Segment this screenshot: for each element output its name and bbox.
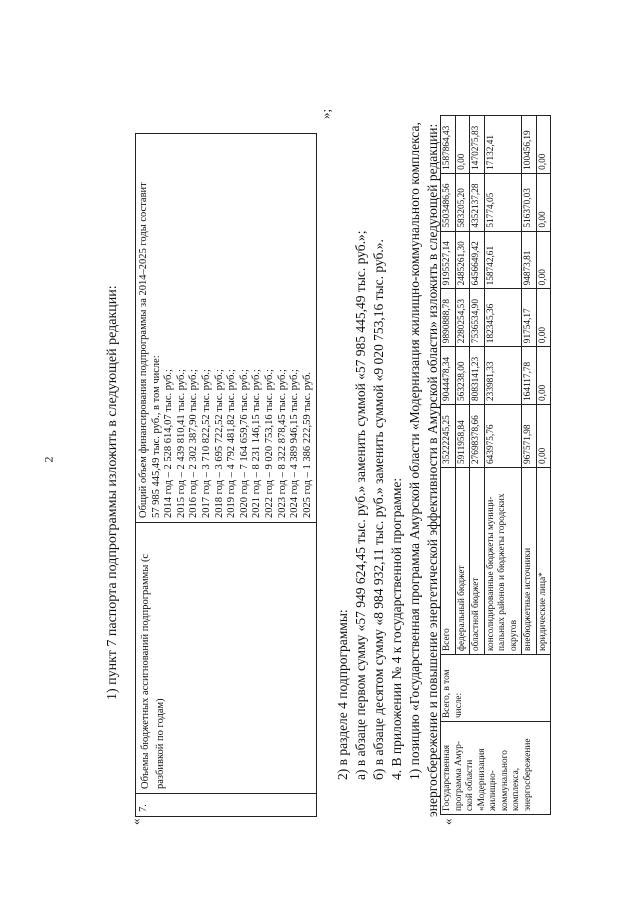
para-section-4: 2) в разделе 4 подпрограммы: [335, 609, 350, 780]
para-4-1: 1) позицию «Государственная программа Амурской области «Модернизация жилищно-коммунального комплекса, [407, 122, 422, 780]
source-cell [536, 468, 551, 655]
source-cell [455, 468, 470, 655]
value-cell: 51774,05 [484, 173, 522, 231]
passport-line: 57 985 445,49 тыс. руб., в том числе: [150, 355, 162, 518]
passport-line: 2022 год – 9 020 753,16 тыс. руб.; [263, 369, 275, 518]
value-cell: 0,00 [536, 289, 551, 347]
source-line: консолидированные бюджеты муници- [485, 496, 496, 651]
source-cell [484, 468, 522, 655]
value-cell: 516370,03 [522, 173, 537, 231]
value-cell: 164117,78 [522, 347, 537, 405]
passport-line: 2018 год – 3 695 722,52 тыс. руб.; [213, 369, 225, 518]
page-number: 2 [41, 456, 56, 463]
value-cell: 9890888,78 [441, 289, 456, 347]
program-name-line: программа Амур- [453, 740, 464, 811]
source-cell [441, 468, 456, 655]
value-cell: 100456,19 [522, 116, 537, 174]
program-name-line: комплекса, [511, 767, 521, 811]
value-cell: 7536534,90 [470, 289, 485, 347]
open-quote: « [128, 818, 143, 825]
value-cell: 583205,20 [455, 173, 470, 231]
program-name-cell [441, 722, 551, 815]
value-cell: 91754,17 [522, 289, 537, 347]
passport-line: 2016 год – 2 302 387,90 тыс. руб.; [188, 369, 200, 518]
program-name-line: энергосбережение [522, 738, 533, 811]
source-line: пальных районов и бюджеты городских [497, 493, 507, 651]
passport-line: 2015 год – 2 439 810,41 тыс. руб.; [175, 369, 187, 518]
para-4-1-cont: энергосбережение и повышение энергетической эффективности в Амурской области» изложить в следующей редакции: [425, 123, 440, 817]
source-cell [470, 468, 485, 655]
finance-table [440, 115, 551, 815]
value-cell: 233981,33 [484, 347, 522, 405]
value-cell: 4352137,28 [470, 173, 485, 231]
value-cell: 27698378,66 [470, 404, 485, 467]
para-appendix-4: 4. В приложении № 4 к государственной программе: [389, 477, 404, 780]
source-line: Всего [442, 628, 452, 651]
value-cell: 0,00 [536, 231, 551, 289]
value-cell: 94873,81 [522, 231, 537, 289]
passport-line: 2020 год – 7 164 659,76 тыс. руб.; [238, 369, 250, 518]
passport-line: 2017 год – 3 710 822,52 тыс. руб.; [200, 369, 212, 518]
value-cell: 0,00 [455, 116, 470, 174]
source-line: областной бюджет [471, 577, 481, 651]
passport-line: 2021 год – 8 231 146,15 тыс. руб.; [251, 369, 263, 518]
passport-table [135, 133, 317, 817]
total-label-cell [441, 655, 551, 722]
value-cell: 2280254,53 [455, 289, 470, 347]
value-cell: 5503486,56 [441, 173, 456, 231]
value-cell: 17132,41 [484, 116, 522, 174]
value-cell: 643975,76 [484, 404, 522, 467]
value-cell: 8083141,23 [470, 347, 485, 405]
passport-line: Общий объем финансирования подпрограммы за 2014–2025 годы составит [138, 182, 149, 518]
passport-line: 2014 год – 2 528 614,07 тыс. руб.; [163, 369, 175, 518]
total-label-line: числе: [453, 692, 464, 718]
open-quote: « [440, 818, 455, 825]
source-line: внебюджетные источники [523, 547, 533, 651]
source-line: округов [508, 620, 519, 651]
program-name-line: ской области [465, 759, 475, 811]
heading-passport-item: 1) пункт 7 паспорта подпрограммы изложить в следующей редакции: [105, 285, 120, 700]
passport-line: 2023 год – 8 322 878,45 тыс. руб.; [276, 369, 288, 518]
para-2a: а) в абзаце первом сумму «57 949 624,45 тыс. руб.» заменить суммой «57 985 445,49 тыс. руб.»; [353, 230, 368, 780]
source-line: юридические лица* [537, 572, 548, 651]
passport-row-number: 7. [136, 794, 317, 817]
value-cell: 5911958,84 [455, 404, 470, 467]
value-cell: 1587864,43 [441, 116, 456, 174]
close-quote: »; [318, 108, 333, 119]
value-cell: 9195527,14 [441, 231, 456, 289]
total-label-line: Всего, в том [442, 669, 452, 718]
value-cell: 2485261,30 [455, 231, 470, 289]
source-line: федеральный бюджет [456, 565, 467, 651]
value-cell: 563238,00 [455, 347, 470, 405]
value-cell: 35222245,25 [441, 404, 456, 467]
value-cell: 1470275,83 [470, 116, 485, 174]
passport-row-value [136, 134, 317, 523]
value-cell: 9044478,34 [441, 347, 456, 405]
value-cell: 0,00 [536, 116, 551, 174]
passport-line: 2024 год – 4 389 946,15 тыс. руб.; [289, 369, 301, 518]
value-cell: 158742,61 [484, 231, 522, 289]
para-2b: б) в абзаце десятом сумму «8 984 932,11 тыс. руб.» заменить суммой «9 020 753,16 тыс. руб.». [371, 239, 386, 780]
program-name-line: жилищно- [488, 770, 498, 811]
passport-line: 2019 год – 4 792 481,82 тыс. руб.; [226, 369, 238, 518]
passport-row-label: Объемы бюджетных ассигнований подпрограммы (с разбивкой по годам) [136, 523, 317, 794]
value-cell: 182345,36 [484, 289, 522, 347]
passport-line: 2025 год – 1 386 222,59 тыс. руб. [301, 372, 313, 518]
program-name-line: «Модернизация [476, 748, 487, 811]
value-cell: 967571,98 [522, 404, 537, 467]
source-cell [522, 468, 537, 655]
value-cell: 0,00 [536, 347, 551, 405]
program-name-line: Государственная [442, 744, 452, 811]
value-cell: 0,00 [536, 404, 551, 467]
program-name-line: коммунального [499, 750, 510, 811]
value-cell: 0,00 [536, 173, 551, 231]
value-cell: 6456649,42 [470, 231, 485, 289]
